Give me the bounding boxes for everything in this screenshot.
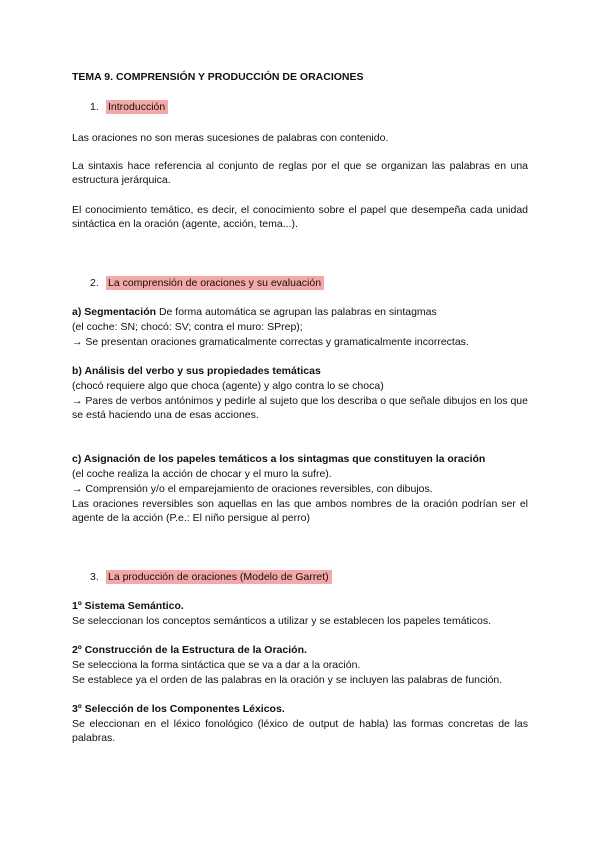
step-1-heading: 1º Sistema Semántico. bbox=[72, 600, 184, 612]
step-line: Se establece ya el orden de las palabras en la oración y se incluyen las palabras de función. bbox=[72, 674, 503, 686]
paragraph: La sintaxis hace referencia al conjunto de reglas por el que se organizan las palabras en una estructura jerárquica. bbox=[72, 160, 528, 186]
step-line: Se seleccionan los conceptos semánticos a utilizar y se establecen los papeles temáticos. bbox=[72, 615, 492, 627]
section-2-heading-text: La comprensión de oraciones y su evaluación bbox=[106, 276, 324, 290]
item-line: → Pares de verbos antónimos y pedirle al sujeto que los describa o que señale dibujos en los que se está haciendo una de esas acciones. bbox=[72, 395, 528, 421]
section-1-heading: 1. Introducción bbox=[90, 100, 546, 114]
document-title: TEMA 9. COMPRENSIÓN Y PRODUCCIÓN DE ORACIONES bbox=[72, 71, 364, 83]
item-line: (el coche: SN; chocó: SV; contra el muro: SPrep); bbox=[72, 321, 303, 333]
step-line: Se selecciona la forma sintáctica que se va a dar a la oración. bbox=[72, 659, 361, 671]
item-line: → Comprensión y/o el emparejamiento de oraciones reversibles, con dibujos. bbox=[72, 483, 433, 495]
item-line: → Se presentan oraciones gramaticalmente correctas y gramaticalmente incorrectas. bbox=[72, 336, 469, 348]
section-3-heading: 3. La producción de oraciones (Modelo de Garret) bbox=[90, 570, 546, 584]
item-b-heading: b) Análisis del verbo y sus propiedades temáticas bbox=[72, 365, 321, 377]
paragraph: Las oraciones no son meras sucesiones de palabras con contenido. bbox=[72, 132, 389, 144]
paragraph: El conocimiento temático, es decir, el conocimiento sobre el papel que desempeña cada unidad sintáctica en la oración (agente, acción, tema...). bbox=[72, 204, 528, 230]
section-2-heading: 2. La comprensión de oraciones y su evaluación bbox=[90, 276, 546, 290]
item-line: (chocó requiere algo que choca (agente) y algo contra lo se choca) bbox=[72, 380, 384, 392]
step-3-heading: 3º Selección de los Componentes Léxicos. bbox=[72, 703, 285, 715]
step-2-heading: 2º Construcción de la Estructura de la Oración. bbox=[72, 644, 307, 656]
section-1-heading-text: Introducción bbox=[106, 100, 168, 114]
item-line: (el coche realiza la acción de chocar y el muro la sufre). bbox=[72, 468, 332, 480]
step-line: Se eleccionan en el léxico fonológico (léxico de output de habla) las formas concretas de las palabras. bbox=[72, 718, 528, 744]
section-3-heading-text: La producción de oraciones (Modelo de Garret) bbox=[106, 570, 332, 584]
item-c-heading: c) Asignación de los papeles temáticos a los sintagmas que constituyen la oración bbox=[72, 453, 486, 465]
item-a-heading: a) Segmentación De forma automática se agrupan las palabras en sintagmas bbox=[72, 306, 437, 318]
item-line: Las oraciones reversibles son aquellas en las que ambos nombres de la oración podrían ser el agente de la acción (P.e.: El niño persigue al perro) bbox=[72, 498, 528, 524]
